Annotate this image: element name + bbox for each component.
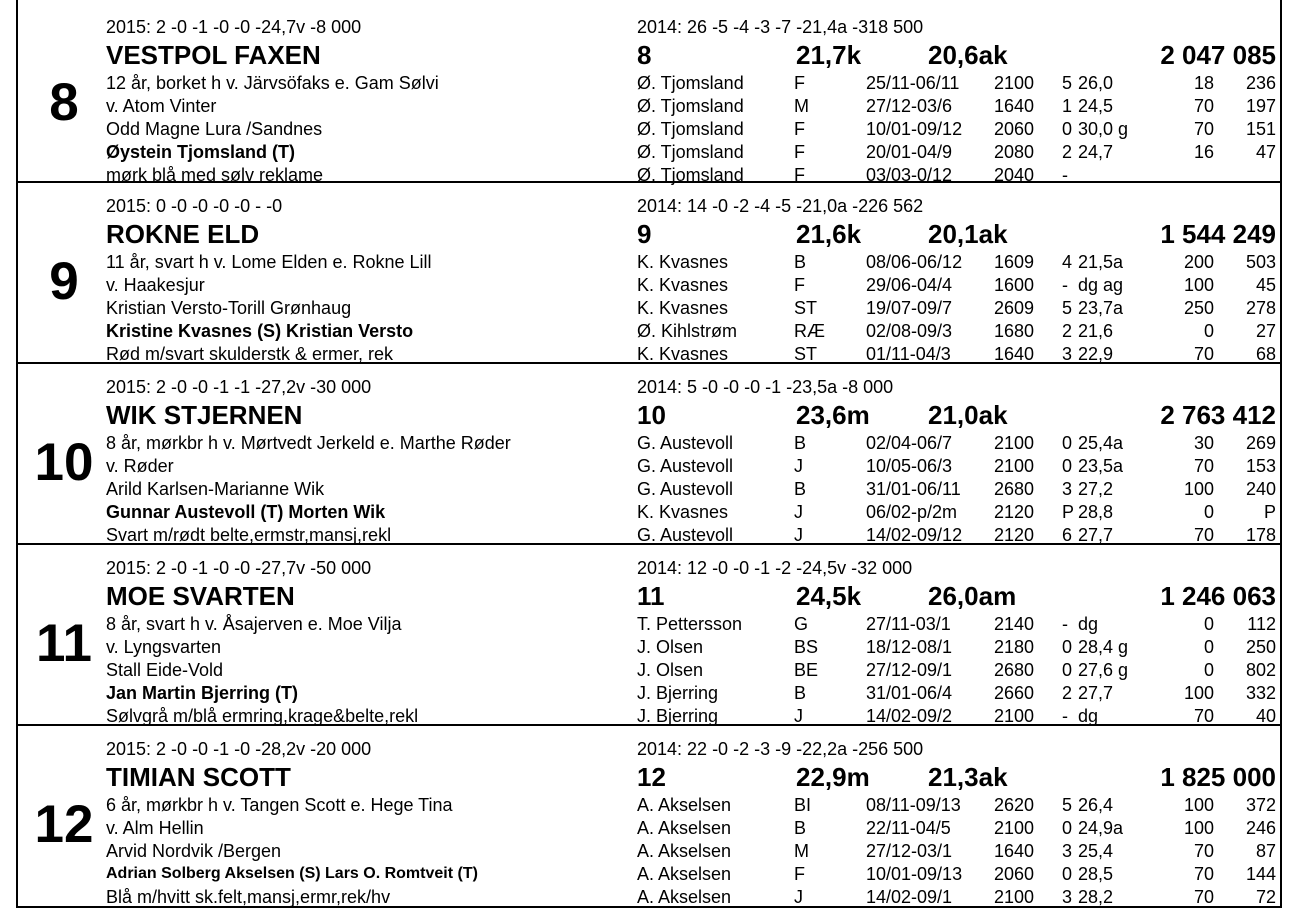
start-driver: A. Akselsen xyxy=(637,887,732,907)
start-distance: 2040 xyxy=(994,165,1035,185)
start-prize: 87 xyxy=(1255,841,1276,861)
start-driver: G. Austevoll xyxy=(637,525,734,545)
start-time: 28,4 g xyxy=(1078,637,1129,657)
start-odds: 100 xyxy=(1183,479,1214,499)
start-odds: 100 xyxy=(1183,275,1214,295)
track-number: 11 xyxy=(637,581,665,611)
start-date: 20/01-04/9 xyxy=(866,142,953,162)
start-placing: 3 xyxy=(1062,479,1073,499)
stats-2014: 2014: 5 -0 -0 -0 -1 -23,5a -8 000 xyxy=(637,377,894,397)
start-track-code: J xyxy=(794,525,803,545)
record-time-2: 20,1ak xyxy=(928,219,1008,249)
start-date: 18/12-08/1 xyxy=(866,637,953,657)
start-prize: 47 xyxy=(1255,142,1276,162)
start-track-code: F xyxy=(794,864,805,884)
start-date: 10/01-09/12 xyxy=(866,119,963,139)
start-prize: 802 xyxy=(1245,660,1276,680)
start-odds: 70 xyxy=(1193,887,1214,907)
start-distance: 1640 xyxy=(994,344,1035,364)
start-date: 27/12-03/6 xyxy=(866,96,953,116)
start-placing: 0 xyxy=(1062,119,1073,139)
start-distance: 2140 xyxy=(994,614,1035,634)
horse-name: WIK STJERNEN xyxy=(106,400,303,430)
start-odds: 0 xyxy=(1203,321,1214,341)
start-distance: 2100 xyxy=(994,433,1035,453)
record-time-1: 23,6m xyxy=(796,400,870,430)
start-number: 9 xyxy=(49,252,79,311)
horse-info-line: Kristine Kvasnes (S) Kristian Versto xyxy=(106,321,414,341)
start-time: 27,7 xyxy=(1078,525,1114,545)
start-distance: 2609 xyxy=(994,298,1035,318)
start-date: 27/12-09/1 xyxy=(866,660,953,680)
start-driver: G. Austevoll xyxy=(637,479,734,499)
start-date: 22/11-04/5 xyxy=(866,818,951,838)
total-earnings: 1 246 063 xyxy=(1160,581,1276,611)
start-prize: 112 xyxy=(1247,614,1276,634)
horse-info-line: Stall Eide-Vold xyxy=(106,660,224,680)
start-track-code: BI xyxy=(794,795,812,815)
start-driver: Ø. Kihlstrøm xyxy=(637,321,738,341)
record-time-1: 22,9m xyxy=(796,762,870,792)
start-date: 27/11-03/1 xyxy=(866,614,951,634)
start-distance: 2080 xyxy=(994,142,1035,162)
start-date: 25/11-06/11 xyxy=(866,73,960,93)
horse-info-line: Svart m/rødt belte,ermstr,mansj,rekl xyxy=(106,525,392,545)
start-date: 14/02-09/2 xyxy=(866,706,953,726)
start-placing: 0 xyxy=(1062,433,1073,453)
horse-info-line: Blå m/hvitt sk.felt,mansj,ermr,rek/hv xyxy=(106,887,391,907)
start-prize: 250 xyxy=(1245,637,1276,657)
start-date: 29/06-04/4 xyxy=(866,275,953,295)
start-placing: 0 xyxy=(1062,660,1073,680)
start-distance: 2120 xyxy=(994,502,1035,522)
start-placing: 5 xyxy=(1062,795,1073,815)
start-odds: 0 xyxy=(1203,660,1214,680)
start-placing: 0 xyxy=(1062,864,1073,884)
start-placing: - xyxy=(1062,614,1068,634)
start-date: 08/11-09/13 xyxy=(866,795,961,815)
start-date: 10/05-06/3 xyxy=(866,456,953,476)
horse-info-line: v. Røder xyxy=(106,456,174,476)
horse-info-line: v. Alm Hellin xyxy=(106,818,204,838)
horse-info-line: Jan Martin Bjerring (T) xyxy=(106,683,299,703)
start-track-code: F xyxy=(794,73,805,93)
start-distance: 2660 xyxy=(994,683,1035,703)
start-placing: 2 xyxy=(1062,142,1073,162)
start-driver: J. Bjerring xyxy=(637,683,719,703)
start-prize: 40 xyxy=(1255,706,1276,726)
start-track-code: J xyxy=(794,456,803,476)
start-distance: 2100 xyxy=(994,706,1035,726)
stats-2015: 2015: 2 -0 -1 -0 -0 -24,7v -8 000 xyxy=(106,17,362,37)
start-track-code: F xyxy=(794,119,805,139)
start-time: 24,7 xyxy=(1078,142,1114,162)
start-date: 14/02-09/1 xyxy=(866,887,953,907)
start-prize: 236 xyxy=(1245,73,1276,93)
start-odds: 16 xyxy=(1193,142,1214,162)
start-track-code: B xyxy=(794,433,807,453)
start-time: 28,2 xyxy=(1078,887,1114,907)
horse-info-line: Arvid Nordvik /Bergen xyxy=(106,841,282,861)
start-distance: 2180 xyxy=(994,637,1035,657)
start-date: 08/06-06/12 xyxy=(866,252,963,272)
start-driver: G. Austevoll xyxy=(637,456,734,476)
start-date: 10/01-09/13 xyxy=(866,864,963,884)
start-placing: 6 xyxy=(1062,525,1073,545)
horse-entry xyxy=(18,362,1280,544)
start-number: 12 xyxy=(34,795,94,854)
horse-info-line: 12 år, borket h v. Järvsöfaks e. Gam Sølvi xyxy=(106,73,439,93)
start-distance: 2100 xyxy=(994,887,1035,907)
start-time: 27,2 xyxy=(1078,479,1114,499)
track-number: 10 xyxy=(637,400,666,430)
start-placing: 3 xyxy=(1062,841,1073,861)
start-date: 01/11-04/3 xyxy=(866,344,951,364)
start-time: 24,5 xyxy=(1078,96,1114,116)
start-prize: 332 xyxy=(1245,683,1276,703)
start-driver: Ø. Tjomsland xyxy=(637,73,744,93)
start-distance: 1609 xyxy=(994,252,1035,272)
start-track-code: J xyxy=(794,887,803,907)
horse-info-line: Odd Magne Lura /Sandnes xyxy=(106,119,323,139)
start-track-code: F xyxy=(794,275,805,295)
start-distance: 2100 xyxy=(994,456,1035,476)
horse-info-line: Adrian Solberg Akselsen (S) Lars O. Romtveit (T) xyxy=(106,865,478,882)
start-distance: 2060 xyxy=(994,864,1035,884)
record-time-2: 26,0am xyxy=(928,581,1017,611)
start-driver: G. Austevoll xyxy=(637,433,734,453)
record-time-1: 21,7k xyxy=(796,40,862,70)
start-prize: 27 xyxy=(1255,321,1276,341)
track-number: 12 xyxy=(637,762,666,792)
start-distance: 2100 xyxy=(994,818,1035,838)
total-earnings: 2 763 412 xyxy=(1160,400,1276,430)
horse-info-line: Gunnar Austevoll (T) Morten Wik xyxy=(106,502,386,522)
start-time: dg xyxy=(1078,614,1099,634)
start-track-code: B xyxy=(794,479,807,499)
start-placing: - xyxy=(1062,706,1068,726)
start-odds: 70 xyxy=(1193,119,1214,139)
start-driver: A. Akselsen xyxy=(637,841,732,861)
start-odds: 0 xyxy=(1203,637,1214,657)
start-driver: K. Kvasnes xyxy=(637,252,729,272)
start-date: 02/08-09/3 xyxy=(866,321,953,341)
start-odds: 70 xyxy=(1193,864,1214,884)
start-prize: 153 xyxy=(1245,456,1276,476)
record-time-2: 21,3ak xyxy=(928,762,1008,792)
start-time: 30,0 g xyxy=(1078,119,1129,139)
start-prize: 503 xyxy=(1245,252,1276,272)
start-placing: 3 xyxy=(1062,344,1073,364)
start-odds: 18 xyxy=(1193,73,1214,93)
record-time-2: 20,6ak xyxy=(928,40,1008,70)
start-number: 11 xyxy=(35,614,93,673)
start-track-code: ST xyxy=(794,344,818,364)
start-time: dg xyxy=(1078,706,1099,726)
start-track-code: M xyxy=(794,96,809,116)
start-time: 27,6 g xyxy=(1078,660,1129,680)
start-time: 24,9a xyxy=(1078,818,1124,838)
start-odds: 100 xyxy=(1183,795,1214,815)
start-odds: 250 xyxy=(1183,298,1214,318)
start-placing: 3 xyxy=(1062,887,1073,907)
start-distance: 1640 xyxy=(994,841,1035,861)
horse-name: ROKNE ELD xyxy=(106,219,260,249)
start-distance: 2120 xyxy=(994,525,1035,545)
start-date: 31/01-06/11 xyxy=(866,479,961,499)
horse-entry xyxy=(18,0,1280,185)
start-driver: T. Pettersson xyxy=(637,614,743,634)
start-prize: 240 xyxy=(1245,479,1276,499)
horse-info-line: 11 år, svart h v. Lome Elden e. Rokne Lill xyxy=(106,252,432,272)
track-number: 8 xyxy=(637,40,652,70)
start-driver: Ø. Tjomsland xyxy=(637,142,744,162)
start-odds: 70 xyxy=(1193,456,1214,476)
start-time: 21,6 xyxy=(1078,321,1114,341)
start-time: 26,0 xyxy=(1078,73,1114,93)
start-prize: 45 xyxy=(1255,275,1276,295)
start-track-code: BS xyxy=(794,637,819,657)
start-distance: 1680 xyxy=(994,321,1035,341)
start-track-code: G xyxy=(794,614,809,634)
start-time: 23,7a xyxy=(1078,298,1124,318)
horse-info-line: Sølvgrå m/blå ermring,krage&belte,rekl xyxy=(106,706,419,726)
start-driver: Ø. Tjomsland xyxy=(637,96,744,116)
stats-2014: 2014: 26 -5 -4 -3 -7 -21,4a -318 500 xyxy=(637,17,924,37)
start-odds: 200 xyxy=(1183,252,1214,272)
start-driver: Ø. Tjomsland xyxy=(637,165,744,185)
start-distance: 1640 xyxy=(994,96,1035,116)
stats-2014: 2014: 14 -0 -2 -4 -5 -21,0a -226 562 xyxy=(637,196,924,216)
start-time: 28,8 xyxy=(1078,502,1114,522)
horse-info-line: Øystein Tjomsland (T) xyxy=(106,142,296,162)
start-time: 27,7 xyxy=(1078,683,1114,703)
start-number: 10 xyxy=(34,433,94,492)
start-prize: 278 xyxy=(1245,298,1276,318)
start-date: 14/02-09/12 xyxy=(866,525,963,545)
start-odds: 30 xyxy=(1193,433,1214,453)
start-placing: P xyxy=(1062,502,1075,522)
horse-info-line: 8 år, svart h v. Åsajerven e. Moe Vilja xyxy=(106,614,402,634)
start-distance: 2620 xyxy=(994,795,1035,815)
horse-name: MOE SVARTEN xyxy=(106,581,295,611)
start-driver: K. Kvasnes xyxy=(637,298,729,318)
start-number: 8 xyxy=(49,73,79,132)
start-distance: 2680 xyxy=(994,660,1035,680)
start-track-code: RÆ xyxy=(794,321,825,341)
start-driver: J. Bjerring xyxy=(637,706,719,726)
record-time-1: 24,5k xyxy=(796,581,862,611)
start-placing: 0 xyxy=(1062,818,1073,838)
start-placing: 4 xyxy=(1062,252,1073,272)
start-placing: 0 xyxy=(1062,637,1073,657)
horse-info-line: 8 år, mørkbr h v. Mørtvedt Jerkeld e. Marthe Røder xyxy=(106,433,511,453)
start-prize: 151 xyxy=(1245,119,1276,139)
start-prize: 197 xyxy=(1245,96,1276,116)
start-placing: 1 xyxy=(1062,96,1073,116)
start-driver: A. Akselsen xyxy=(637,818,732,838)
start-odds: 100 xyxy=(1183,683,1214,703)
start-odds: 0 xyxy=(1203,502,1214,522)
start-time: 26,4 xyxy=(1078,795,1114,815)
start-time: 25,4a xyxy=(1078,433,1124,453)
track-number: 9 xyxy=(637,219,652,249)
start-time: 25,4 xyxy=(1078,841,1114,861)
start-time: dg ag xyxy=(1078,275,1124,295)
total-earnings: 1 544 249 xyxy=(1160,219,1276,249)
start-date: 06/02-p/2m xyxy=(866,502,958,522)
start-driver: K. Kvasnes xyxy=(637,344,729,364)
start-odds: 70 xyxy=(1193,706,1214,726)
start-track-code: M xyxy=(794,841,809,861)
start-time: 28,5 xyxy=(1078,864,1114,884)
start-date: 19/07-09/7 xyxy=(866,298,953,318)
start-placing: 5 xyxy=(1062,298,1073,318)
record-time-2: 21,0ak xyxy=(928,400,1008,430)
horse-entry xyxy=(18,543,1280,725)
start-distance: 2680 xyxy=(994,479,1035,499)
horse-info-line: 6 år, mørkbr h v. Tangen Scott e. Hege Tina xyxy=(106,795,453,815)
start-time: 23,5a xyxy=(1078,456,1124,476)
start-placing: 5 xyxy=(1062,73,1073,93)
horse-info-line: Arild Karlsen-Marianne Wik xyxy=(106,479,325,499)
horse-info-line: Kristian Versto-Torill Grønhaug xyxy=(106,298,352,318)
horse-entry xyxy=(18,181,1280,363)
start-track-code: B xyxy=(794,252,807,272)
start-driver: A. Akselsen xyxy=(637,795,732,815)
record-time-1: 21,6k xyxy=(796,219,862,249)
start-distance: 1600 xyxy=(994,275,1035,295)
start-odds: 70 xyxy=(1193,344,1214,364)
start-driver: Ø. Tjomsland xyxy=(637,119,744,139)
start-track-code: B xyxy=(794,818,807,838)
start-odds: 70 xyxy=(1193,841,1214,861)
start-placing: - xyxy=(1062,165,1068,185)
start-time: 22,9 xyxy=(1078,344,1114,364)
horse-info-line: v. Atom Vinter xyxy=(106,96,217,116)
horse-info-line: mørk blå med sølv reklame xyxy=(106,165,324,185)
stats-2014: 2014: 22 -0 -2 -3 -9 -22,2a -256 500 xyxy=(637,739,924,759)
start-odds: 70 xyxy=(1193,96,1214,116)
start-driver: A. Akselsen xyxy=(637,864,732,884)
start-prize: 178 xyxy=(1245,525,1276,545)
start-prize: 144 xyxy=(1245,864,1276,884)
stats-2015: 2015: 2 -0 -0 -1 -0 -28,2v -20 000 xyxy=(106,739,372,759)
start-distance: 2100 xyxy=(994,73,1035,93)
start-prize: 246 xyxy=(1245,818,1276,838)
start-track-code: ST xyxy=(794,298,818,318)
start-prize: 372 xyxy=(1245,795,1276,815)
start-track-code: J xyxy=(794,706,803,726)
stats-2015: 2015: 2 -0 -1 -0 -0 -27,7v -50 000 xyxy=(106,558,372,578)
start-placing: 0 xyxy=(1062,456,1073,476)
horse-info-line: v. Haakesjur xyxy=(106,275,205,295)
start-track-code: J xyxy=(794,502,803,522)
horse-name: TIMIAN SCOTT xyxy=(106,762,291,792)
start-placing: 2 xyxy=(1062,321,1073,341)
start-driver: K. Kvasnes xyxy=(637,502,729,522)
total-earnings: 2 047 085 xyxy=(1160,40,1276,70)
start-time: 21,5a xyxy=(1078,252,1124,272)
start-track-code: F xyxy=(794,165,805,185)
start-placing: 2 xyxy=(1062,683,1073,703)
start-odds: 100 xyxy=(1183,818,1214,838)
start-placing: - xyxy=(1062,275,1068,295)
start-distance: 2060 xyxy=(994,119,1035,139)
start-date: 02/04-06/7 xyxy=(866,433,953,453)
start-driver: J. Olsen xyxy=(637,660,704,680)
start-driver: K. Kvasnes xyxy=(637,275,729,295)
start-date: 27/12-03/1 xyxy=(866,841,953,861)
start-track-code: BE xyxy=(794,660,819,680)
start-prize: 72 xyxy=(1255,887,1276,907)
horse-entry xyxy=(18,724,1280,906)
start-driver: J. Olsen xyxy=(637,637,704,657)
start-odds: 70 xyxy=(1193,525,1214,545)
start-track-code: F xyxy=(794,142,805,162)
stats-2015: 2015: 0 -0 -0 -0 -0 - -0 xyxy=(106,196,283,216)
horse-name: VESTPOL FAXEN xyxy=(106,40,321,70)
total-earnings: 1 825 000 xyxy=(1160,762,1276,792)
start-prize: 269 xyxy=(1245,433,1276,453)
stats-2015: 2015: 2 -0 -0 -1 -1 -27,2v -30 000 xyxy=(106,377,372,397)
start-odds: 0 xyxy=(1203,614,1214,634)
stats-2014: 2014: 12 -0 -0 -1 -2 -24,5v -32 000 xyxy=(637,558,913,578)
start-prize: 68 xyxy=(1255,344,1276,364)
start-prize: P xyxy=(1263,502,1276,522)
race-program-sheet xyxy=(16,0,1282,908)
horse-info-line: v. Lyngsvarten xyxy=(106,637,222,657)
horse-info-line: Rød m/svart skulderstk & ermer, rek xyxy=(106,344,394,364)
start-date: 31/01-06/4 xyxy=(866,683,953,703)
start-track-code: B xyxy=(794,683,807,703)
start-date: 03/03-0/12 xyxy=(866,165,953,185)
